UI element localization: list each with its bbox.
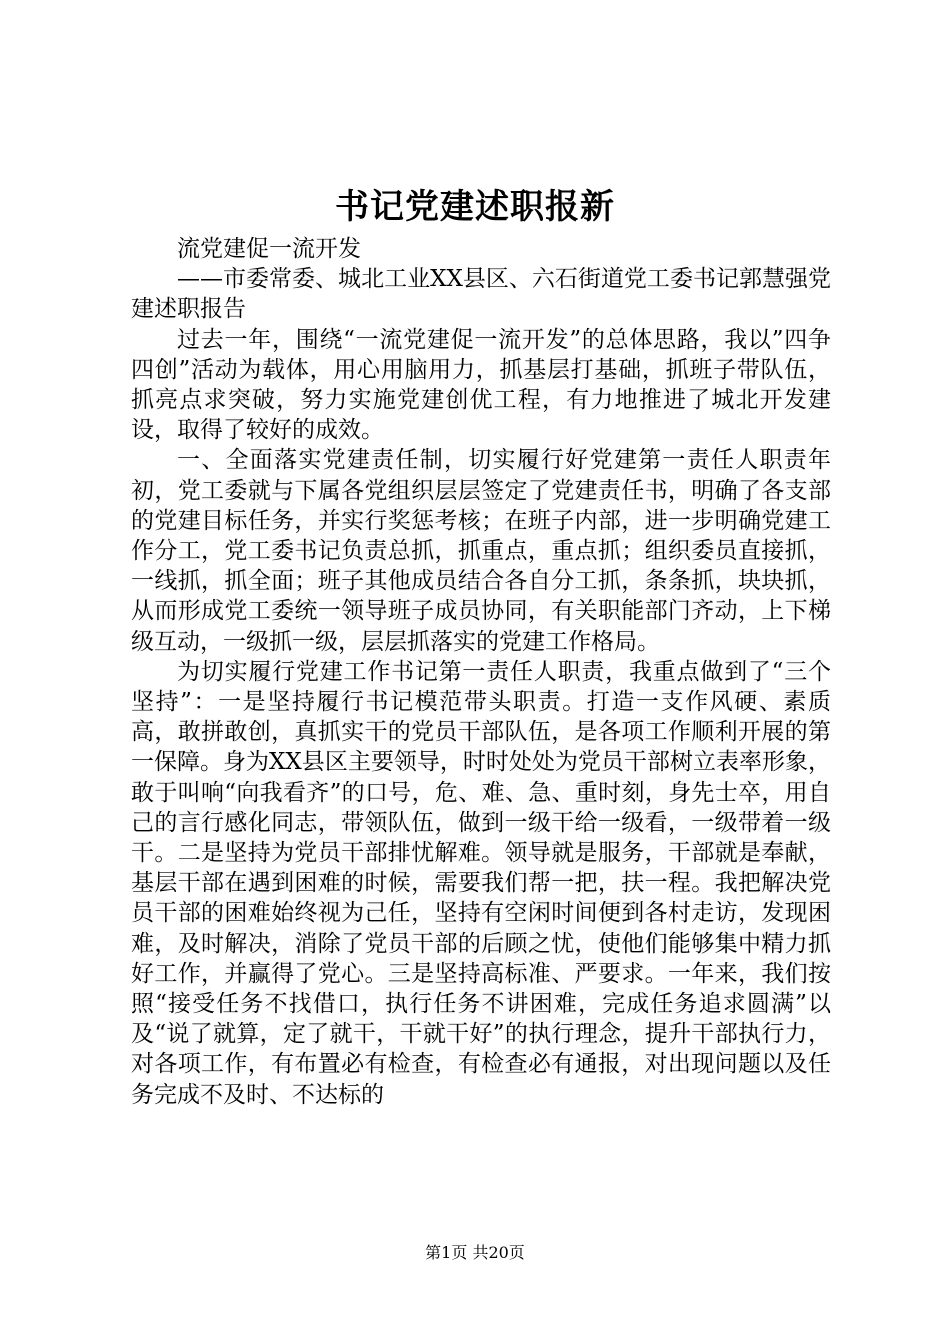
page-footer: 第1页 共20页 — [425, 1243, 525, 1262]
paragraph-three-persistences: 为切实履行党建工作书记第一责任人职责，我重点做到了“三个坚持”：一是坚持履行书记模范带头职责。打造一支作风硬、素质高，敢拼敢创，真抓实干的党员干部队伍，是各项工作顺利开展的第一保障。身为XX县区主要领导，时时处处为党员干部树立表率形象，敢于叫响“向我看齐”的口号，危、难、急、重时刻，身先士卒，用自己的言行感化同志，带领队伍，做到一级干给一级看，一级带着一级干。二是坚持为党员干部排忧解难。领导就是服务，干部就是奉献，基层干部在遇到困难的时候，需要我们帮一把，扶一程。我把解决党员干部的困难始终视为己任，坚持有空闲时间便到各村走访，发现困难，及时解决，消除了党员干部的后顾之忧，使他们能够集中精力抓好工作，并赢得了党心。三是坚持高标准、严要求。一年来，我们按照“接受任务不找借口，执行任务不讲困难，完成任务追求圆满”以及“说了就算，定了就干，干就干好”的执行理念，提升干部执行力，对各项工作，有布置必有检查，有检查必有通报，对出现问题以及任务完成不及时、不达标的 — [131, 658, 831, 1108]
document-title: 书记党建述职报新 — [335, 187, 615, 227]
paragraph-byline: ——市委常委、城北工业XX县区、六石街道党工委书记郭慧强党建述职报告 — [131, 266, 831, 323]
document-body — [131, 234, 831, 1110]
paragraph-section-one: 一、全面落实党建责任制，切实履行好党建第一责任人职责年初，党工委就与下属各党组织层层签定了党建责任书，明确了各支部的党建目标任务，并实行奖惩考核；在班子内部，进一步明确党建工作分工，党工委书记负责总抓，抓重点，重点抓；组织委员直接抓，一线抓，抓全面；班子其他成员结合各自分工抓，条条抓，块块抓，从而形成党工委统一领导班子成员协同，有关职能部门齐动，上下梯级互动，一级抓一级，层层抓落实的党建工作格局。 — [131, 447, 831, 655]
paragraph-subtitle: 流党建促一流开发 — [177, 236, 361, 262]
paragraph-intro: 过去一年，围绕“一流党建促一流开发”的总体思路，我以”四争四创”活动为载体，用心用脑用力，抓基层打基础，抓班子带队伍，抓亮点求突破，努力实施党建创优工程，有力地推进了城北开发建设，取得了较好的成效。 — [131, 326, 831, 444]
